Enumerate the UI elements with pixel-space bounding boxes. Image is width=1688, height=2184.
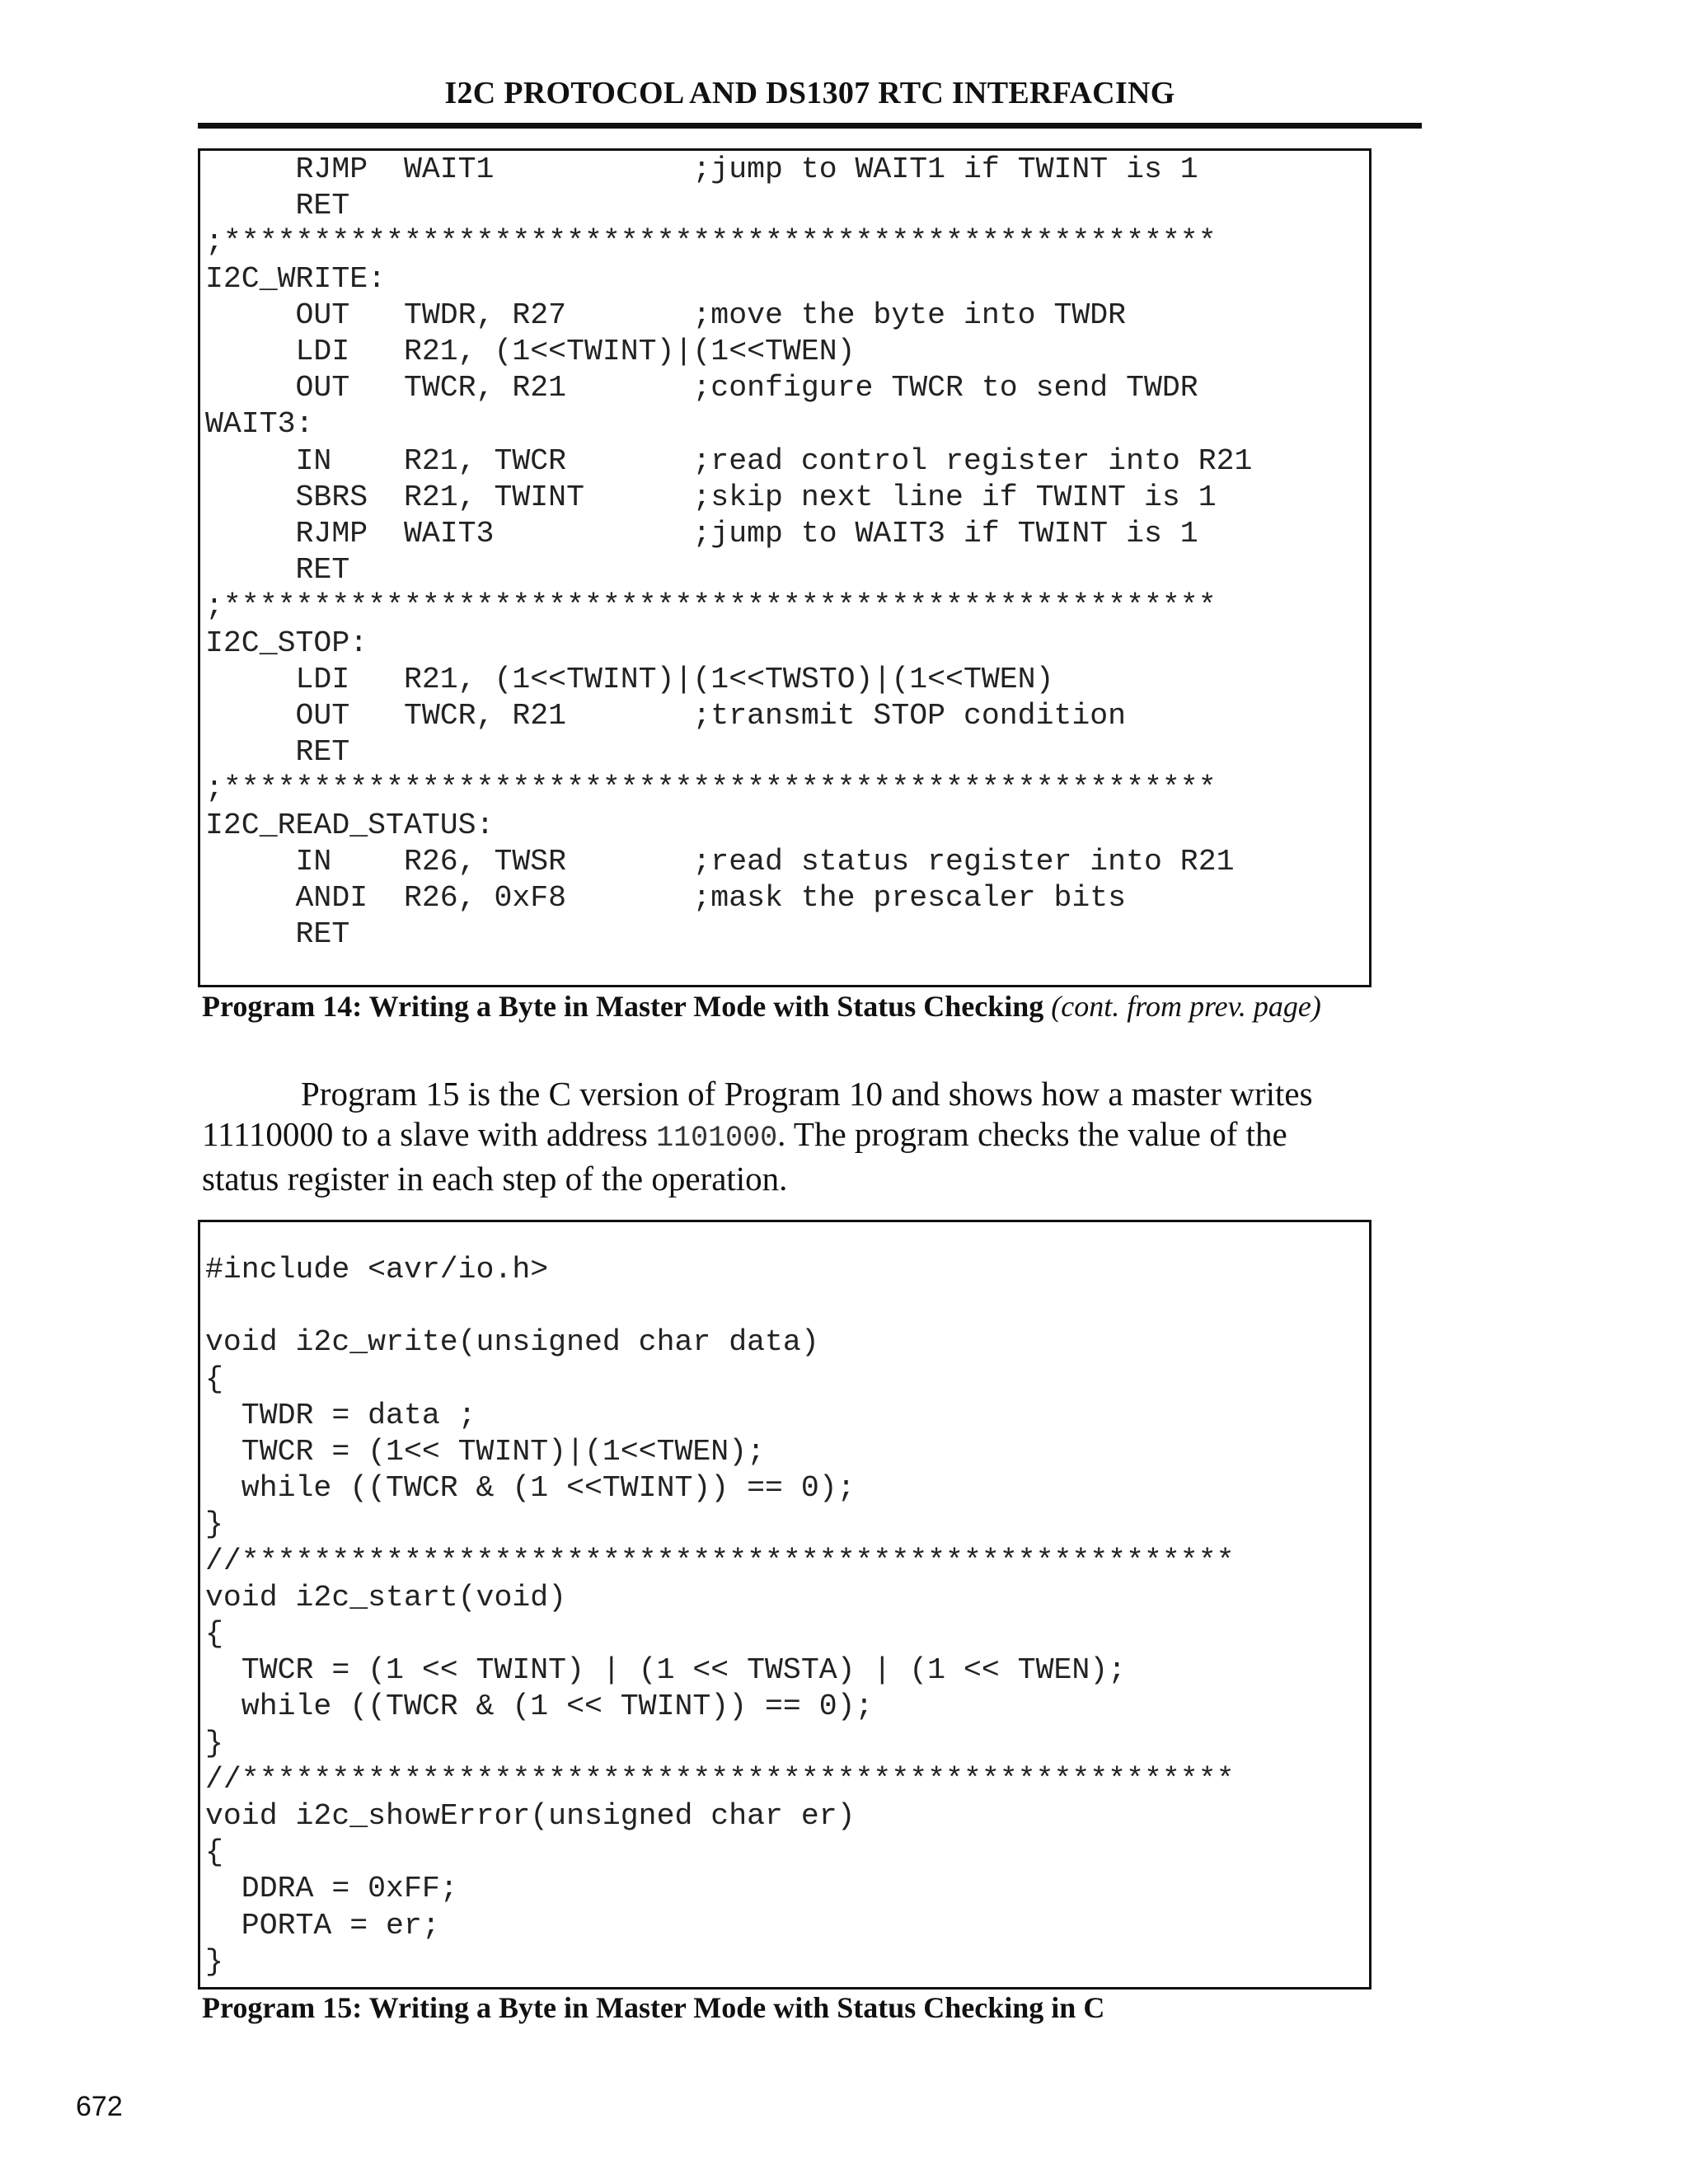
program-14-code: RJMP WAIT1 ;jump to WAIT1 if TWINT is 1 RET ;******************************************************* I2C_WRITE: OUT TWDR, R27 ;move the byte into TWDR LDI R21, (1<<TWINT)|(1<<TWEN) OUT TWCR, R21 ;configure TWCR to send TWDR WAIT3: IN R21, TWCR ;read control register into R21 SBRS R21, TWINT ;skip next line if TWINT is 1 RJMP WAIT3 ;jump to WAIT3 if TWINT is 1 RET ;******************************************************* I2C_STOP: LDI R21, (1<<TWINT)|(1<<TWSTO)|(1<<TWEN) OUT TWCR, R21 ;transmit STOP condition RET ;******************************************************* I2C_READ_STATUS: IN R26, TWSR ;read status register into R21 ANDI R26, 0xF8 ;mask the prescaler bits RET [205, 152, 1253, 952]
page-number: 672 [76, 2091, 123, 2122]
body-paragraph-text [202, 1074, 1315, 1199]
paragraph-text-after: . The program checks the value of the status register in each step of the operation. [202, 1115, 1287, 1197]
program-14-code-box [198, 148, 1372, 987]
program-14-caption-continued: (cont. from prev. page) [1051, 990, 1321, 1023]
running-header: I2C PROTOCOL AND DS1307 RTC INTERFACING [444, 76, 1175, 110]
header-rule [198, 123, 1422, 129]
program-15-code: #include <avr/io.h> void i2c_write(unsigned char data) { TWDR = data ; TWCR = (1<< TWINT)|(1<<TWEN); while ((TWCR & (1 <<TWINT)) == 0); } //******************************************************* void i2c_start(void) { TWCR = (1 << TWINT) | (1 << TWSTA) | (1 << TWEN); while ((TWCR & (1 << TWINT)) == 0); } //******************************************************* void i2c_showError(unsigned char er) { DDRA = 0xFF; PORTA = er; } [205, 1253, 1235, 1979]
slave-address: 1101000 [656, 1122, 778, 1155]
paragraph-text-before: Program 15 is the C version of Program 10 and shows how a master writes 11110000 to a slave with address [202, 1075, 1313, 1153]
body-paragraph [202, 1074, 1315, 1199]
program-14-caption [202, 988, 1321, 1024]
program-14-caption-title: Program 14: Writing a Byte in Master Mode with Status Checking [202, 990, 1044, 1023]
program-15-caption: Program 15: Writing a Byte in Master Mode with Status Checking in C [202, 1991, 1105, 2024]
program-15-code-box [198, 1220, 1372, 1990]
